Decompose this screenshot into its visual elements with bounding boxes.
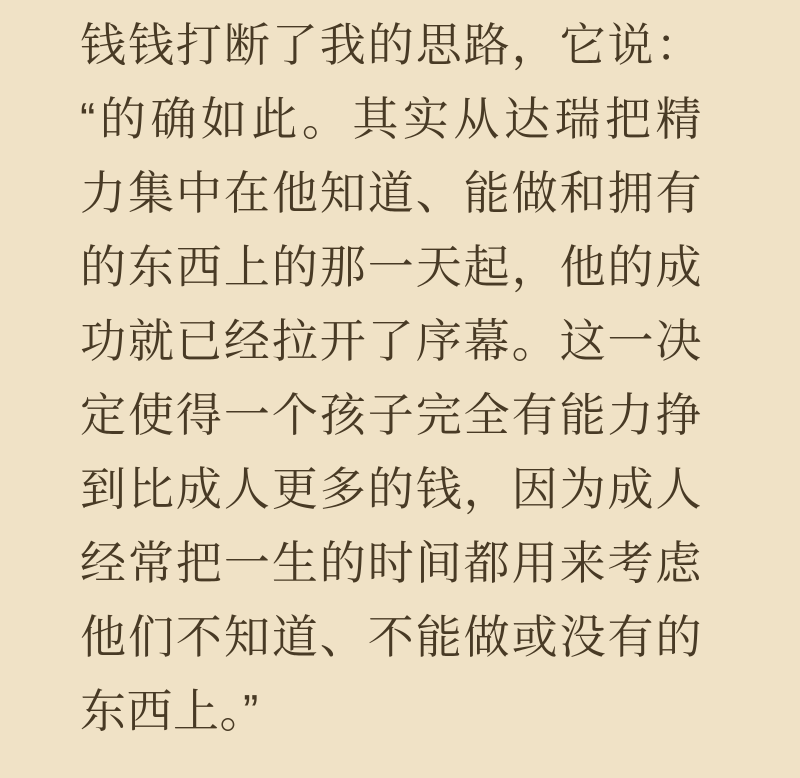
- text-line: 功就已经拉开了序幕。这一决: [80, 315, 702, 367]
- text-line: 经常把一生的时间都用来考虑: [80, 537, 702, 589]
- text-line: 定使得一个孩子完全有能力挣: [80, 389, 702, 441]
- text-line: 他们不知道、不能做或没有的: [80, 611, 702, 663]
- text-line: 钱钱打断了我的思路，它说：: [80, 19, 702, 71]
- text-line: “的确如此。其实从达瑞把精: [80, 93, 702, 145]
- text-line: 力集中在他知道、能做和拥有: [80, 167, 702, 219]
- text-line: 的东西上的那一天起，他的成: [80, 241, 702, 293]
- text-line: 东西上。”: [80, 685, 259, 737]
- text-line: 到比成人更多的钱，因为成人: [80, 463, 702, 515]
